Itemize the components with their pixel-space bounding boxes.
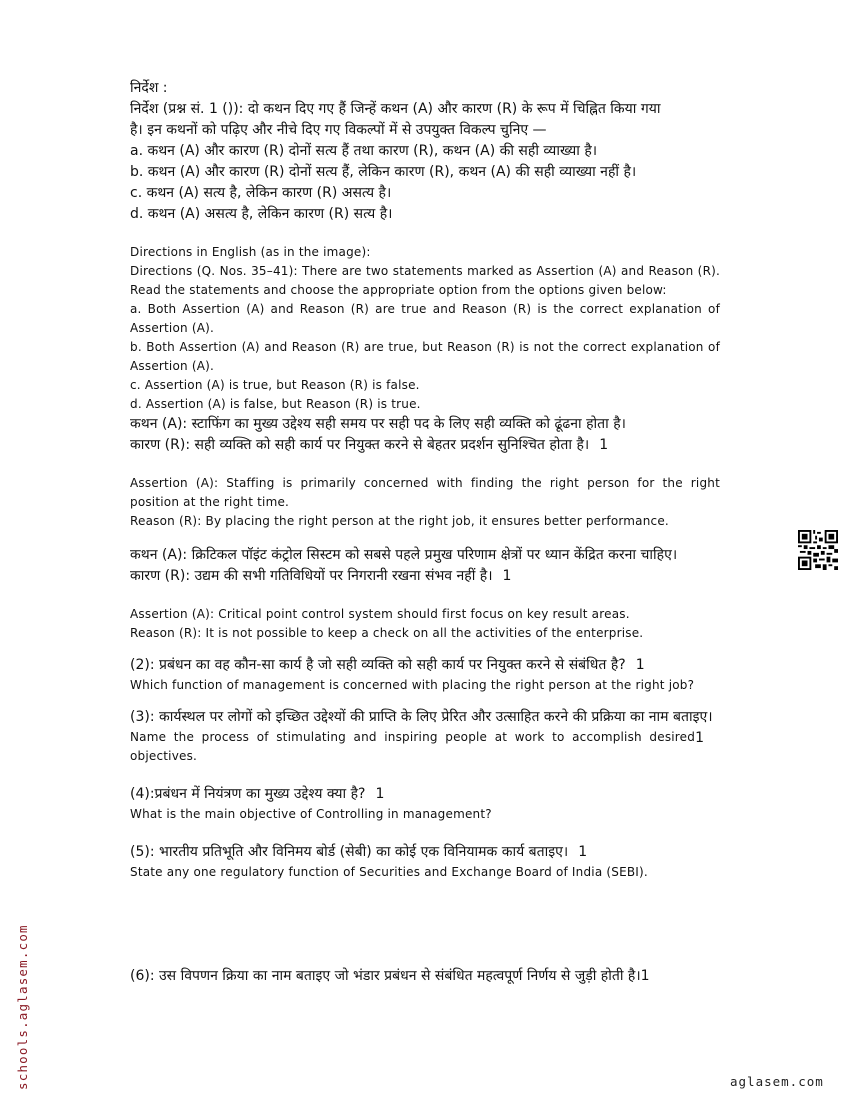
q2-english-reason: Reason (R): It is not possible to keep a check on all the activities of the enterprise. xyxy=(130,626,644,640)
hindi-option-c: c. कथन (A) सत्य है, लेकिन कारण (R) असत्य है। xyxy=(130,185,392,201)
q7-hindi: (6): उस विपणन क्रिया का नाम बताइए जो भंडार प्रबंधन से संबंधित महत्वपूर्ण निर्णय से जुड़ी होती है।1 xyxy=(130,968,650,984)
marks: 1 xyxy=(695,730,704,746)
q5-english: What is the main objective of Controlling in management? xyxy=(130,807,492,821)
side-watermark-url[interactable]: schools.aglasem.com xyxy=(15,924,30,1090)
q6-english: State any one regulatory function of Securities and Exchange Board of India (SEBI). xyxy=(130,865,648,879)
marks: 1 xyxy=(599,437,609,453)
q4-english: Name the process of stimulating and inspiring people at work to accomplish desired objectives. xyxy=(130,730,696,763)
q2-hindi-reason: कारण (R): उद्यम की सभी गतिविधियों पर निगरानी रखना संभव नहीं है। 1 xyxy=(130,568,512,584)
marks: 1 xyxy=(375,786,385,802)
q4-hindi: (3): कार्यस्थल पर लोगों को इच्छित उद्देश्यों की प्राप्ति के लिए प्रेरित और उत्साहित करने की प्रक्रिया का नाम बताइए। 1 xyxy=(130,707,720,728)
hindi-option-b: b. कथन (A) और कारण (R) दोनों सत्य हैं, लेकिन कारण (R), कथन (A) की सही व्याख्या नहीं है। xyxy=(130,164,637,180)
hindi-directions-line: है। इन कथनों को पढ़िए और नीचे दिए गए विकल्पों में से उपयुक्त विकल्प चुनिए — xyxy=(130,122,547,138)
marks: 1 xyxy=(578,844,588,860)
q1-hindi-reason: कारण (R): सही व्यक्ति को सही कार्य पर नियुक्त करने से बेहतर प्रदर्शन सुनिश्चित होता है। 1 xyxy=(130,437,609,453)
q2-hindi-assertion: कथन (A): क्रिटिकल पॉइंट कंट्रोल सिस्टम को सबसे पहले प्रमुख परिणाम क्षेत्रों पर ध्यान केंद्रित करना चाहिए। xyxy=(130,547,678,563)
q2-english-assertion: Assertion (A): Critical point control system should first focus on key result areas. xyxy=(130,607,630,621)
qr-code-icon xyxy=(798,530,838,570)
hindi-directions-heading: निर्देश : xyxy=(130,80,168,96)
q5-hindi: (4):प्रबंधन में नियंत्रण का मुख्य उद्देश्य क्या है? 1 xyxy=(130,786,385,802)
hindi-option-d: d. कथन (A) असत्य है, लेकिन कारण (R) सत्य है। xyxy=(130,206,393,222)
q3-hindi: (2): प्रबंधन का वह कौन-सा कार्य है जो सही व्यक्ति को सही कार्य पर नियुक्त करने से संबंधित है? 1 xyxy=(130,657,645,673)
hindi-option-a: a. कथन (A) और कारण (R) दोनों सत्य हैं तथा कारण (R), कथन (A) की सही व्याख्या है। xyxy=(130,143,598,159)
q3-english: Which function of management is concerned with placing the right person at the right job? xyxy=(130,678,695,692)
question-paper-body xyxy=(130,78,720,987)
q1-hindi-assertion: कथन (A): स्टाफिंग का मुख्य उद्देश्य सही समय पर सही पद के लिए सही व्यक्ति को ढूंढना होता है। xyxy=(130,416,626,432)
marks: 1 xyxy=(635,657,645,673)
english-option-a: a. Both Assertion (A) and Reason (R) are true and Reason (R) is the correct explanation of Assertion (A). xyxy=(130,302,720,335)
marks: 1 xyxy=(502,568,512,584)
english-option-b: b. Both Assertion (A) and Reason (R) are true, but Reason (R) is not the correct explanation of Assertion (A). xyxy=(130,340,720,373)
marks: 1 xyxy=(640,968,650,984)
english-directions-line: Directions (Q. Nos. 35–41): There are two statements marked as Assertion (A) and Reason (R). Read the statements and choose the appropriate option from the options given below: xyxy=(130,264,720,297)
english-directions-heading: Directions in English (as in the image): xyxy=(130,245,371,259)
footer-watermark-url[interactable]: aglasem.com xyxy=(730,1074,824,1089)
q6-hindi: (5): भारतीय प्रतिभूति और विनिमय बोर्ड (सेबी) का कोई एक विनियामक कार्य बताइए। 1 xyxy=(130,844,588,860)
hindi-directions-line: निर्देश (प्रश्न सं. 1 ()): दो कथन दिए गए हैं जिन्हें कथन (A) और कारण (R) के रूप में चिह्नित किया गया xyxy=(130,101,661,117)
english-option-c: c. Assertion (A) is true, but Reason (R) is false. xyxy=(130,378,420,392)
q1-english-reason: Reason (R): By placing the right person at the right job, it ensures better performance. xyxy=(130,514,669,528)
english-option-d: d. Assertion (A) is false, but Reason (R) is true. xyxy=(130,397,421,411)
q1-english-assertion: Assertion (A): Staffing is primarily concerned with finding the right person for the right position at the right time. xyxy=(130,476,720,509)
